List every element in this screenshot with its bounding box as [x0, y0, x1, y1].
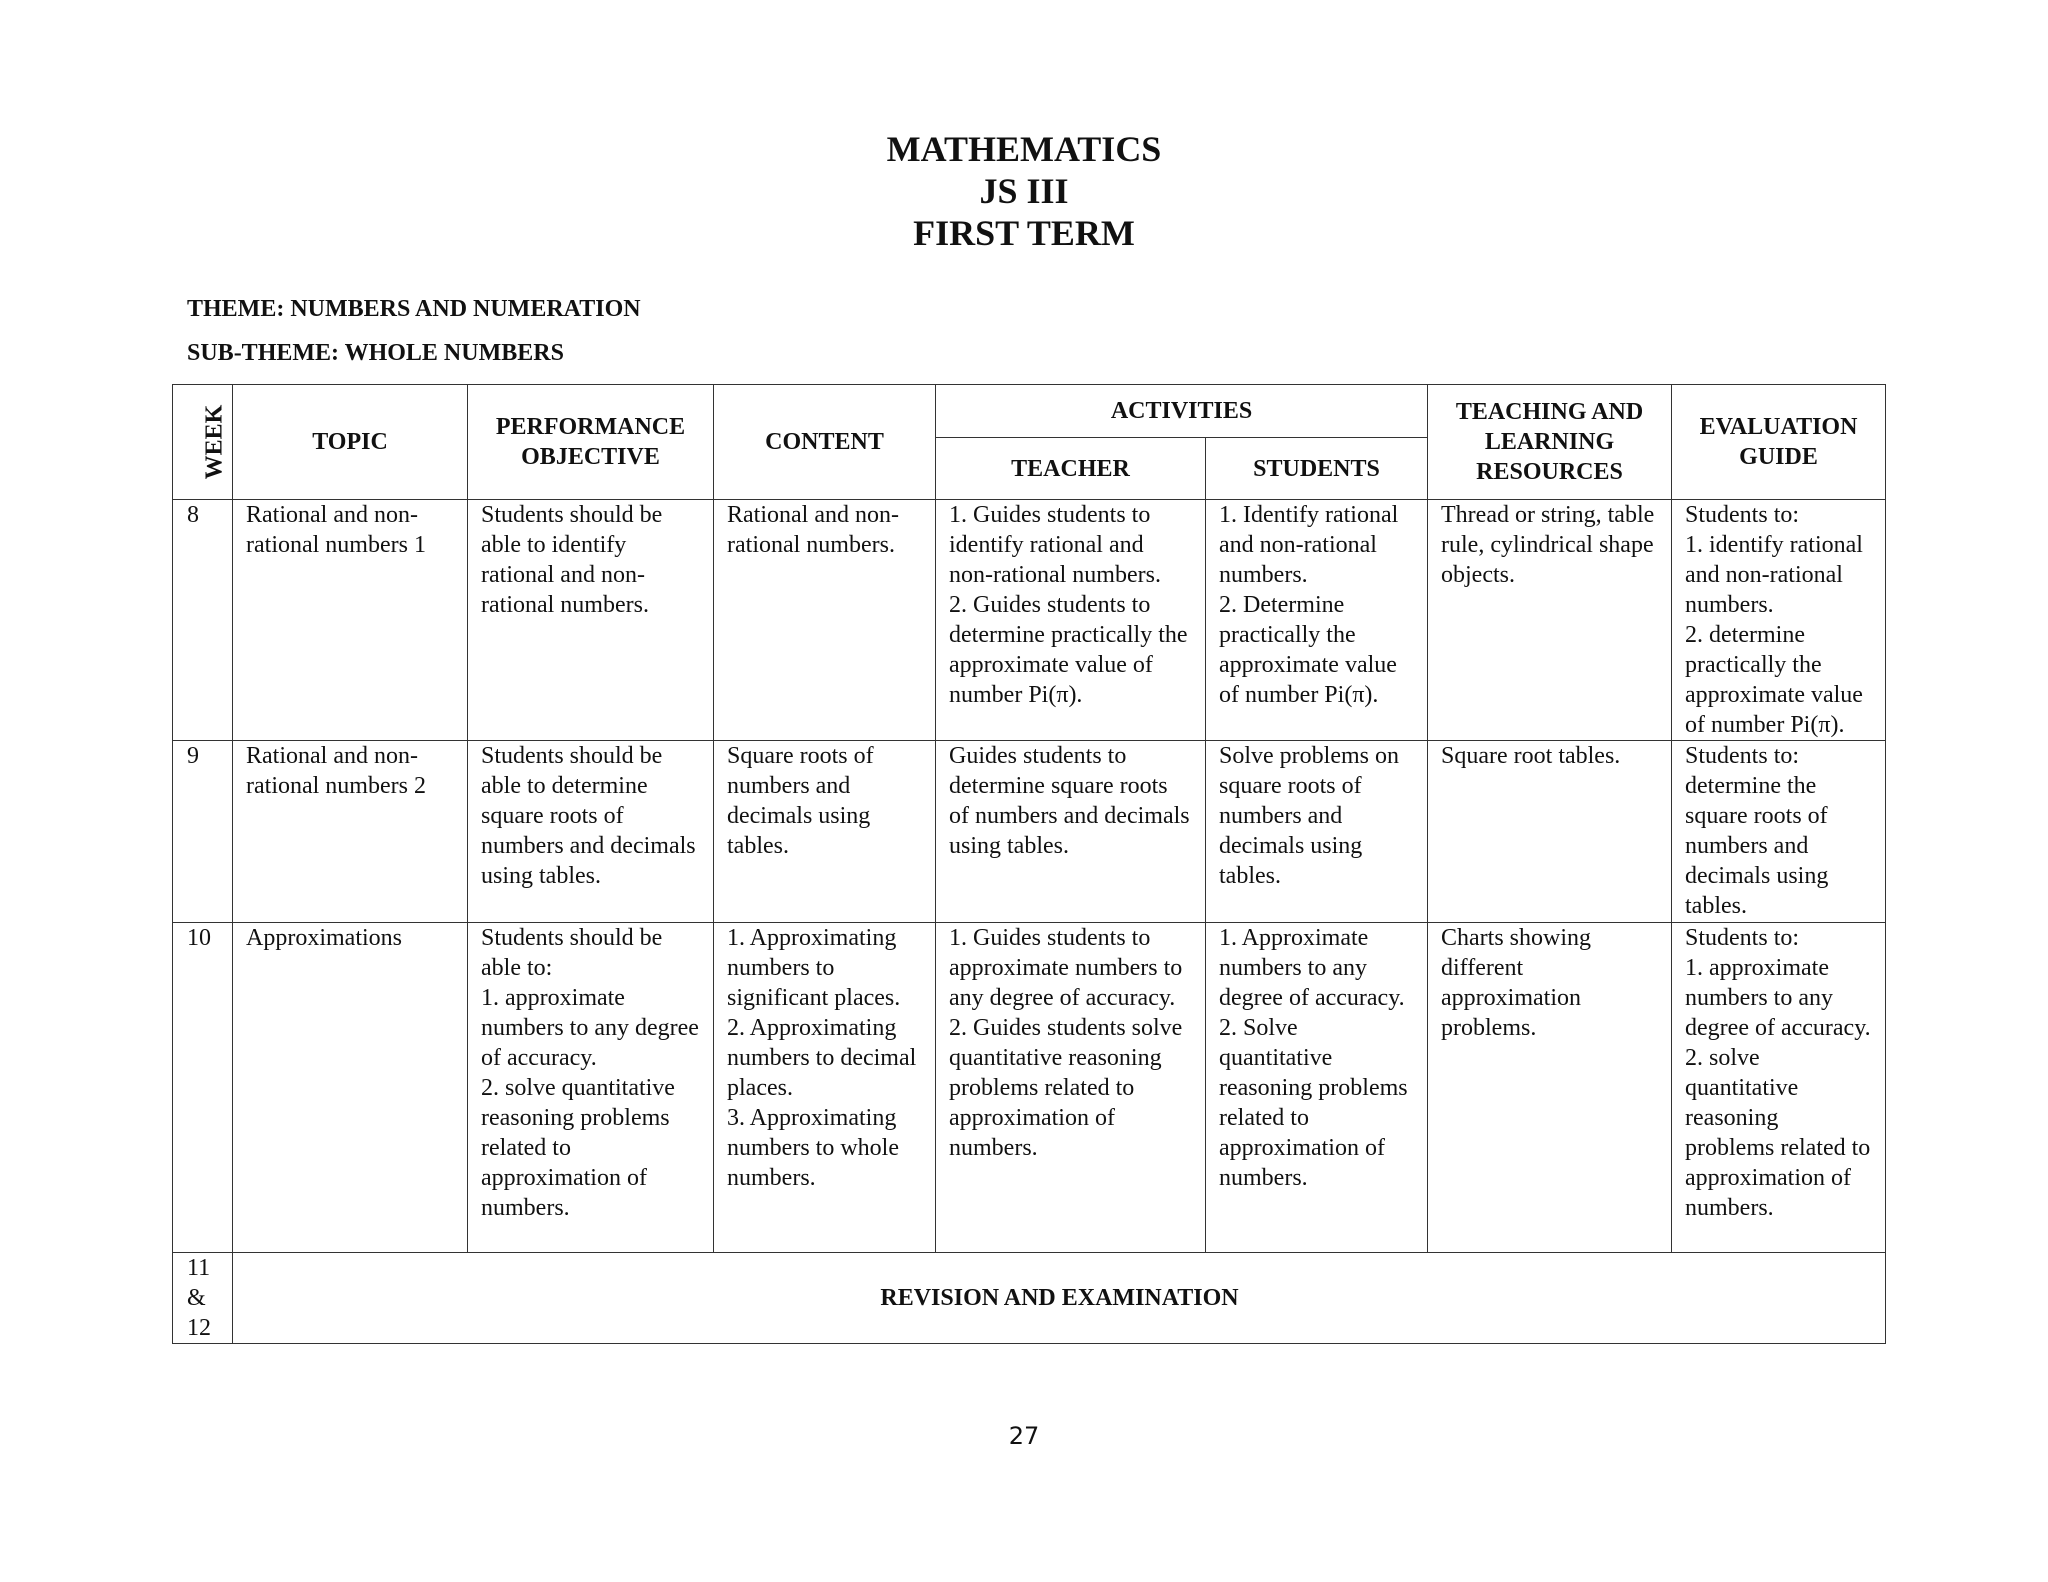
revision-week-start: 11 — [187, 1255, 211, 1281]
document-title — [0, 128, 2048, 254]
topic-cell: Approximations — [233, 923, 468, 1253]
header-students: STUDENTS — [1206, 438, 1428, 500]
title-class: JS III — [979, 171, 1069, 211]
scheme-of-work-table — [172, 384, 1886, 1344]
header-row-top — [173, 385, 1886, 438]
teacher-cell: Guides students to determine square roots of numbers and decimals using tables. — [936, 741, 1206, 923]
revision-week-amp: & — [187, 1285, 206, 1311]
header-topic: TOPIC — [233, 385, 468, 500]
header-content: CONTENT — [714, 385, 936, 500]
content-cell: Square roots of numbers and decimals using tables. — [714, 741, 936, 923]
header-week — [173, 385, 233, 500]
header-objective: PERFORMANCE OBJECTIVE — [468, 385, 714, 500]
topic-cell: Rational and non-rational numbers 2 — [233, 741, 468, 923]
revision-label: REVISION AND EXAMINATION — [233, 1253, 1886, 1344]
resources-cell: Square root tables. — [1428, 741, 1672, 923]
objective-cell: Students should be able to determine square roots of numbers and decimals using tables. — [468, 741, 714, 923]
revision-row — [173, 1253, 1886, 1344]
resources-cell: Charts showing different approximation problems. — [1428, 923, 1672, 1253]
students-cell: Solve problems on square roots of numbers and decimals using tables. — [1206, 741, 1428, 923]
table-row — [173, 923, 1886, 1253]
students-cell: 1. Approximate numbers to any degree of accuracy. 2. Solve quantitative reasoning problems related to approximation of numbers. — [1206, 923, 1428, 1253]
table-row — [173, 741, 1886, 923]
teacher-cell: 1. Guides students to approximate numbers to any degree of accuracy. 2. Guides students solve quantitative reasoning problems related to approximation of numbers. — [936, 923, 1206, 1253]
content-cell: 1. Approximating numbers to significant places. 2. Approximating numbers to decimal places. 3. Approximating numbers to whole numbers. — [714, 923, 936, 1253]
header-evaluation: EVALUATION GUIDE — [1672, 385, 1886, 500]
header-teacher: TEACHER — [936, 438, 1206, 500]
content-cell: Rational and non-rational numbers. — [714, 500, 936, 741]
table-row — [173, 500, 1886, 741]
title-term: FIRST TERM — [913, 213, 1135, 253]
evaluation-cell: Students to: 1. identify rational and non-rational numbers. 2. determine practically the approximate value of number Pi(π). — [1672, 500, 1886, 741]
evaluation-cell: Students to: 1. approximate numbers to any degree of accuracy. 2. solve quantitative reasoning problems related to approximation of numbers. — [1672, 923, 1886, 1253]
week-cell: 8 — [173, 500, 233, 741]
objective-cell: Students should be able to identify rational and non-rational numbers. — [468, 500, 714, 741]
resources-cell: Thread or string, table rule, cylindrical shape objects. — [1428, 500, 1672, 741]
title-subject: MATHEMATICS — [886, 129, 1162, 169]
header-resources: TEACHING AND LEARNING RESOURCES — [1428, 385, 1672, 500]
revision-week-cell — [173, 1253, 233, 1344]
students-cell: 1. Identify rational and non-rational numbers. 2. Determine practically the approximate value of number Pi(π). — [1206, 500, 1428, 741]
header-activities: ACTIVITIES — [936, 385, 1428, 438]
page-number: 27 — [1008, 1422, 1040, 1450]
evaluation-cell: Students to: determine the square roots of numbers and decimals using tables. — [1672, 741, 1886, 923]
week-cell: 10 — [173, 923, 233, 1253]
subtheme-heading: SUB-THEME: WHOLE NUMBERS — [187, 340, 564, 366]
revision-week-end: 12 — [187, 1315, 211, 1341]
theme-heading: THEME: NUMBERS AND NUMERATION — [187, 296, 641, 322]
week-cell: 9 — [173, 741, 233, 923]
objective-cell: Students should be able to: 1. approximate numbers to any degree of accuracy. 2. solve quantitative reasoning problems related to approximation of numbers. — [468, 923, 714, 1253]
teacher-cell: 1. Guides students to identify rational and non-rational numbers. 2. Guides students to determine practically the approximate value of number Pi(π). — [936, 500, 1206, 741]
header-week-label: WEEK — [201, 404, 228, 480]
topic-cell: Rational and non-rational numbers 1 — [233, 500, 468, 741]
